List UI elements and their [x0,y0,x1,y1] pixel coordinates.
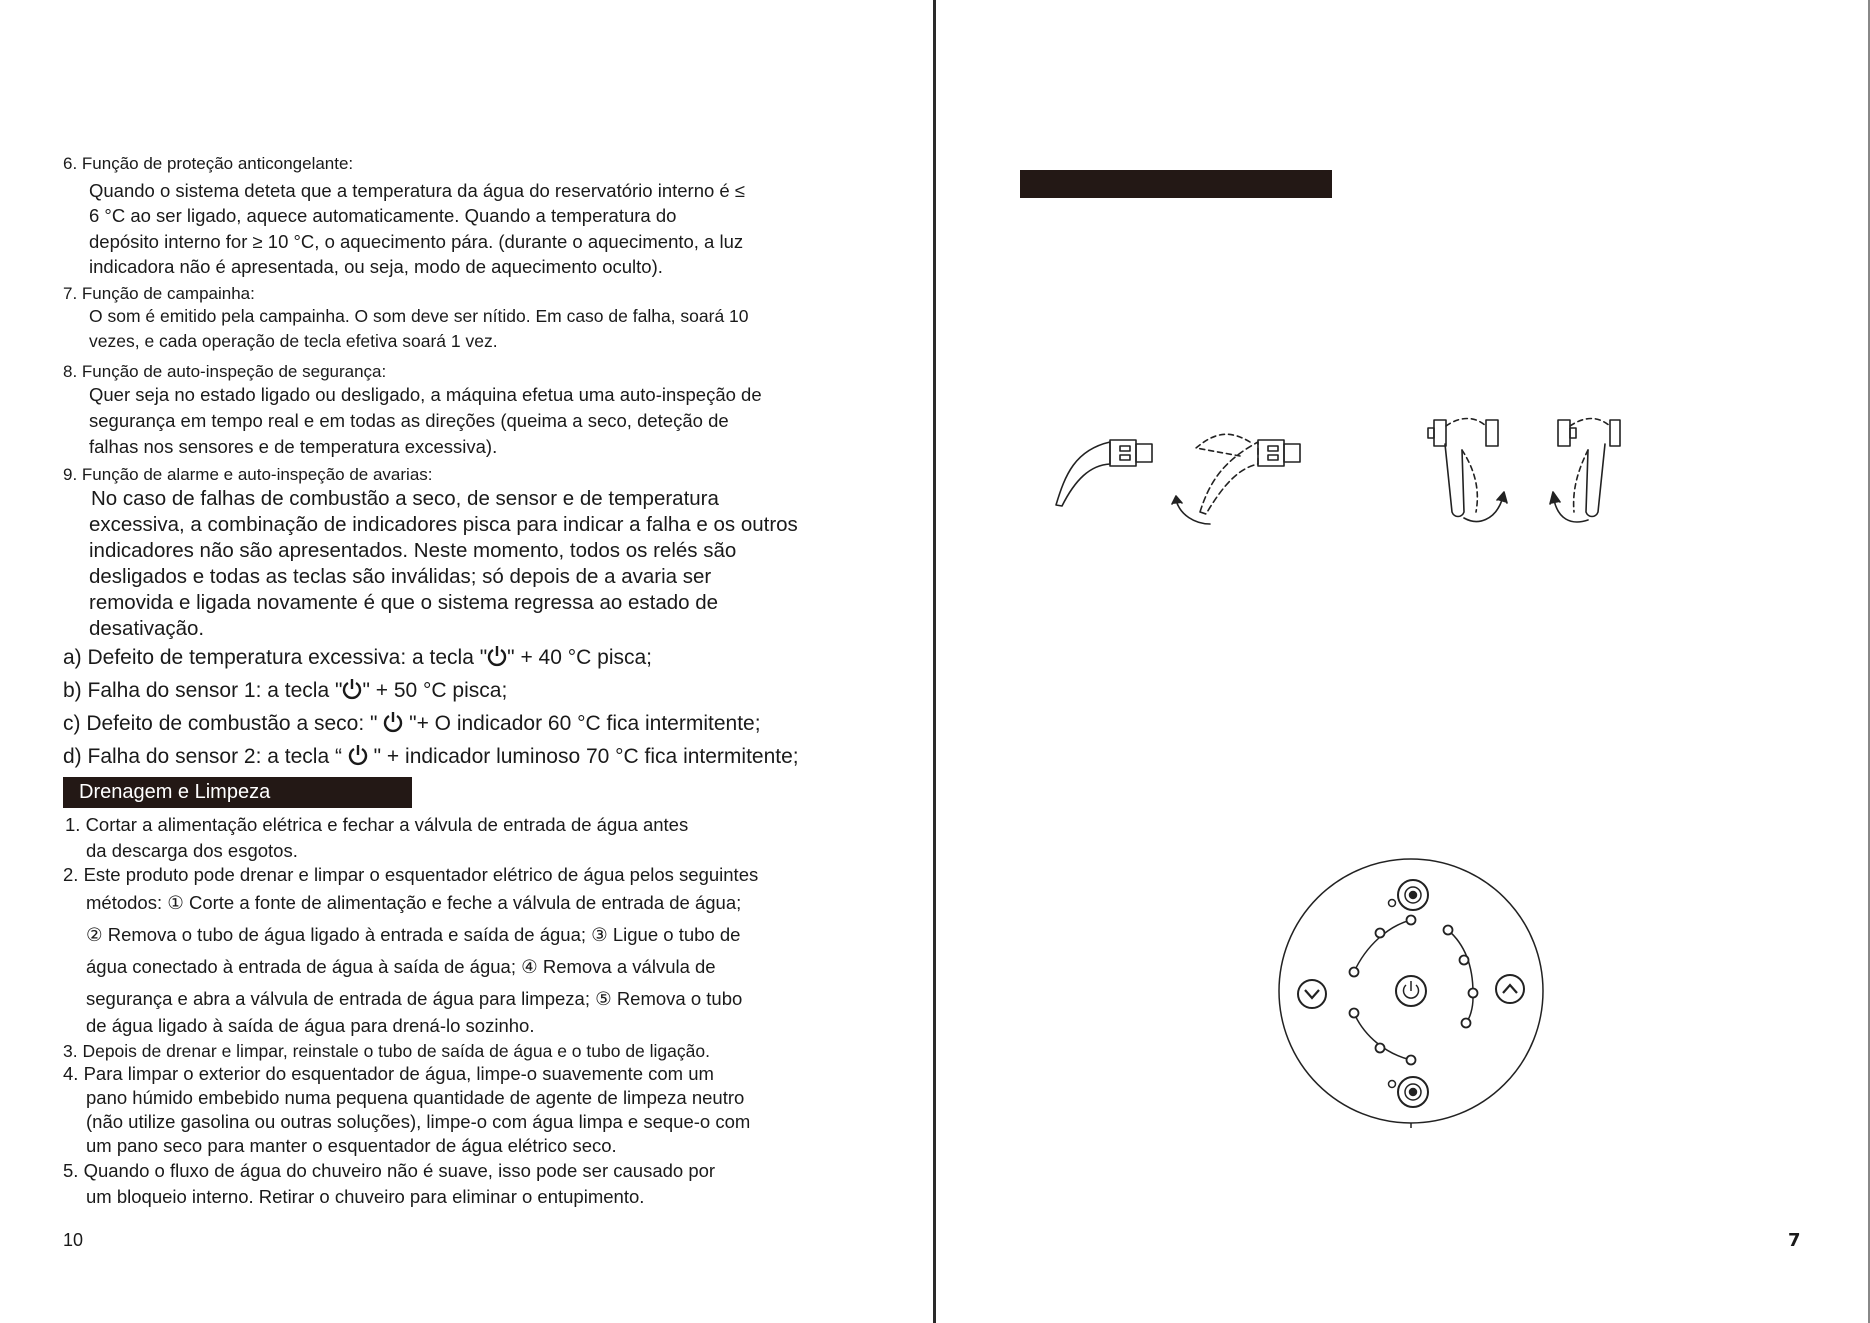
drain-line: 3. Depois de drenar e limpar, reinstale o tubo de saída de água e o tubo de ligação. [63,1041,710,1061]
drain-line: métodos: ① Corte a fonte de alimentação e feche a válvula de entrada de água; [86,892,742,913]
item-8-line: segurança em tempo real e em todas as direções (queima a seco, deteção de [89,410,729,431]
fault-a-text: a) Defeito de temperatura excessiva: a tecla " [63,646,488,669]
item-7-line: O som é emitido pela campainha. O som deve ser nítido. Em caso de falha, soará 10 [89,306,749,326]
drain-line: pano húmido embebido numa pequena quantidade de agente de limpeza neutro [86,1087,745,1108]
item-6-line: Quando o sistema deteta que a temperatura da água do reservatório interno é ≤ [89,180,746,201]
fault-b-text: b) Falha do sensor 1: a tecla " [63,679,343,702]
right-page-number: 7 [1788,1230,1801,1251]
right-section-bar [1020,170,1332,198]
drain-line: 4. Para limpar o exterior do esquentador de água, limpe-o suavemente com um [63,1063,714,1084]
down-button [1298,980,1326,1008]
fault-a-suffix: " + 40 °C pisca; [507,646,653,669]
drain-line: da descarga dos esgotos. [86,840,298,861]
item-9-line: No caso de falhas de combustão a seco, de sensor e de temperatura [91,487,719,510]
faucet-lever-rotate-illustration [1172,434,1300,524]
drain-line: um bloqueio interno. Retirar o chuveiro para eliminar o entupimento. [86,1186,645,1207]
drain-line: ② Remova o tubo de água ligado à entrada e saída de água; ③ Ligue o tubo de [86,924,741,945]
item-9-line: desativação. [89,617,205,640]
fault-c-text: c) Defeito de combustão a seco: " [63,712,384,735]
drain-line: 2. Este produto pode drenar e limpar o esquentador elétrico de água pelos seguintes [63,864,759,885]
drain-line: 5. Quando o fluxo de água do chuveiro não é suave, isso pode ser causado por [63,1160,716,1181]
item-7-heading: 7. Função de campainha: [63,284,255,303]
faucet-vertical-left-illustration [1550,419,1620,522]
drain-line: de água ligado à saída de água para drená-lo sozinho. [86,1015,535,1036]
item-6-line: depósito interno for ≥ 10 °C, o aquecimento pára. (durante o aquecimento, a luz [89,231,744,252]
faucet-vertical-right-illustration [1428,419,1507,522]
faucet-handle-diagram [1050,420,1610,540]
item-6-line: indicadora não é apresentada, ou seja, modo de aquecimento oculto). [89,256,663,277]
item-9-line: excessiva, a combinação de indicadores pisca para indicar a falha e os outros [89,513,798,536]
fault-d-suffix: " + indicador luminoso 70 °C fica intermitente; [367,745,799,768]
item-9-heading: 9. Função de alarme e auto-inspeção de avarias: [63,465,433,484]
up-button [1496,975,1524,1003]
drain-line: (não utilize gasolina ou outras soluções), limpe-o com água limpa e seque-o com [86,1111,751,1132]
faucet-closed-illustration [1056,440,1152,506]
fault-c-suffix: "+ O indicador 60 °C fica intermitente; [403,712,761,735]
drain-line: 1. Cortar a alimentação elétrica e fechar a válvula de entrada de água antes [65,814,689,835]
item-9-line: desligados e todas as teclas são inválidas; só depois de a avaria ser [89,565,712,588]
control-panel-diagram [1278,858,1544,1128]
item-9-line: removida e ligada novamente é que o sistema regressa ao estado de [89,591,719,614]
item-7-line: vezes, e cada operação de tecla efetiva soará 1 vez. [89,331,498,351]
fault-b-suffix: " + 50 °C pisca; [362,679,508,702]
drain-line: um pano seco para manter o esquentador de água elétrico seco. [86,1135,617,1156]
item-8-line: Quer seja no estado ligado ou desligado, a máquina efetua uma auto-inspeção de [89,384,762,405]
drain-line: água conectado à entrada de água à saída de água; ④ Remova a válvula de [86,956,716,977]
item-8-heading: 8. Função de auto-inspeção de segurança: [63,362,387,381]
item-6-heading: 6. Função de proteção anticongelante: [63,154,354,173]
item-9-line: indicadores não são apresentados. Neste momento, todos os relés são [89,539,737,562]
fault-d-text: d) Falha do sensor 2: a tecla “ [63,745,348,768]
item-6-line: 6 °C ao ser ligado, aquece automaticamente. Quando a temperatura do [89,205,677,226]
left-page-number: 10 [63,1230,84,1250]
item-8-line: falhas nos sensores e de temperatura excessiva). [89,436,498,457]
drain-line: segurança e abra a válvula de entrada de água para limpeza; ⑤ Remova o tubo [86,988,743,1009]
section-title-bar: Drenagem e Limpeza [63,777,412,808]
